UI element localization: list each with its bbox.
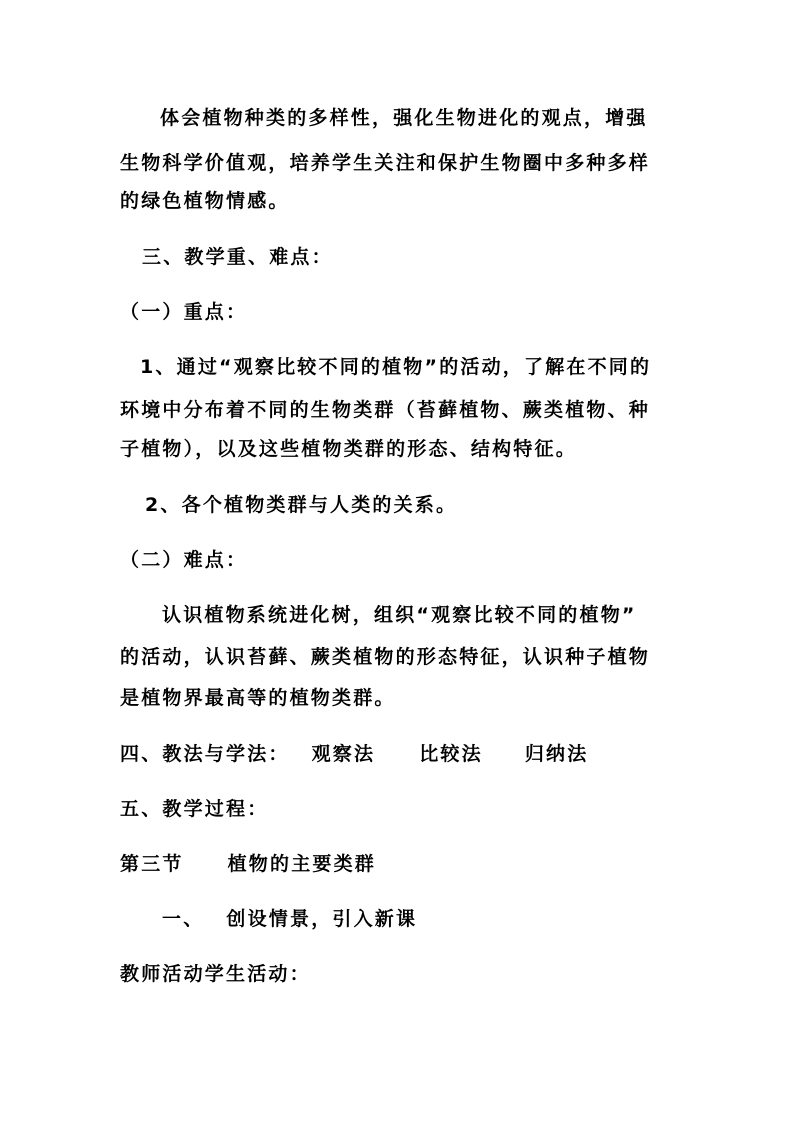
section-heading: 五、教学过程： xyxy=(120,798,269,820)
section-name: 植物的主要类群 xyxy=(227,853,377,875)
step-number: 一、 xyxy=(162,908,205,930)
paragraph-line: 子植物），以及这些植物类群的形态、结构特征。 xyxy=(120,438,577,460)
section-heading xyxy=(120,742,588,766)
section-title xyxy=(120,852,376,876)
paragraph-line: 的活动，认识苔藓、蕨类植物的形态特征，认识种子植物 xyxy=(120,646,651,668)
step-heading xyxy=(162,907,417,931)
method-item: 比较法 xyxy=(419,743,483,765)
paragraph-line: 认识植物系统进化树，组织“观察比较不同的植物” xyxy=(162,604,637,626)
heading-label: 四、教法与学法： xyxy=(120,743,290,765)
paragraph-line: 体会植物种类的多样性，强化生物进化的观点，增强 xyxy=(160,107,648,129)
section-number: 第三节 xyxy=(120,853,184,875)
paragraph-line: 是植物界最高等的植物类群。 xyxy=(120,687,396,709)
paragraph-line: 2、各个植物类群与人类的关系。 xyxy=(145,494,458,516)
paragraph-line: 1、通过“观察比较不同的植物”的活动，了解在不同的 xyxy=(140,356,652,378)
paragraph-line: 环境中分布着不同的生物类群（苔藓植物、蕨类植物、种 xyxy=(120,399,651,421)
section-heading: 三、教学重、难点： xyxy=(142,246,333,268)
paragraph-line: 的绿色植物情感。 xyxy=(120,190,290,212)
paragraph-line: 教师活动学生活动： xyxy=(120,963,311,985)
subheading: （一）重点： xyxy=(120,301,248,323)
method-item: 观察法 xyxy=(311,743,376,765)
paragraph-line: 生物科学价值观，培养学生关注和保护生物圈中多种多样 xyxy=(120,152,651,174)
step-title: 创设情景，引入新课 xyxy=(226,908,418,930)
subheading: （二）难点： xyxy=(120,549,248,571)
method-item: 归纳法 xyxy=(524,743,589,765)
